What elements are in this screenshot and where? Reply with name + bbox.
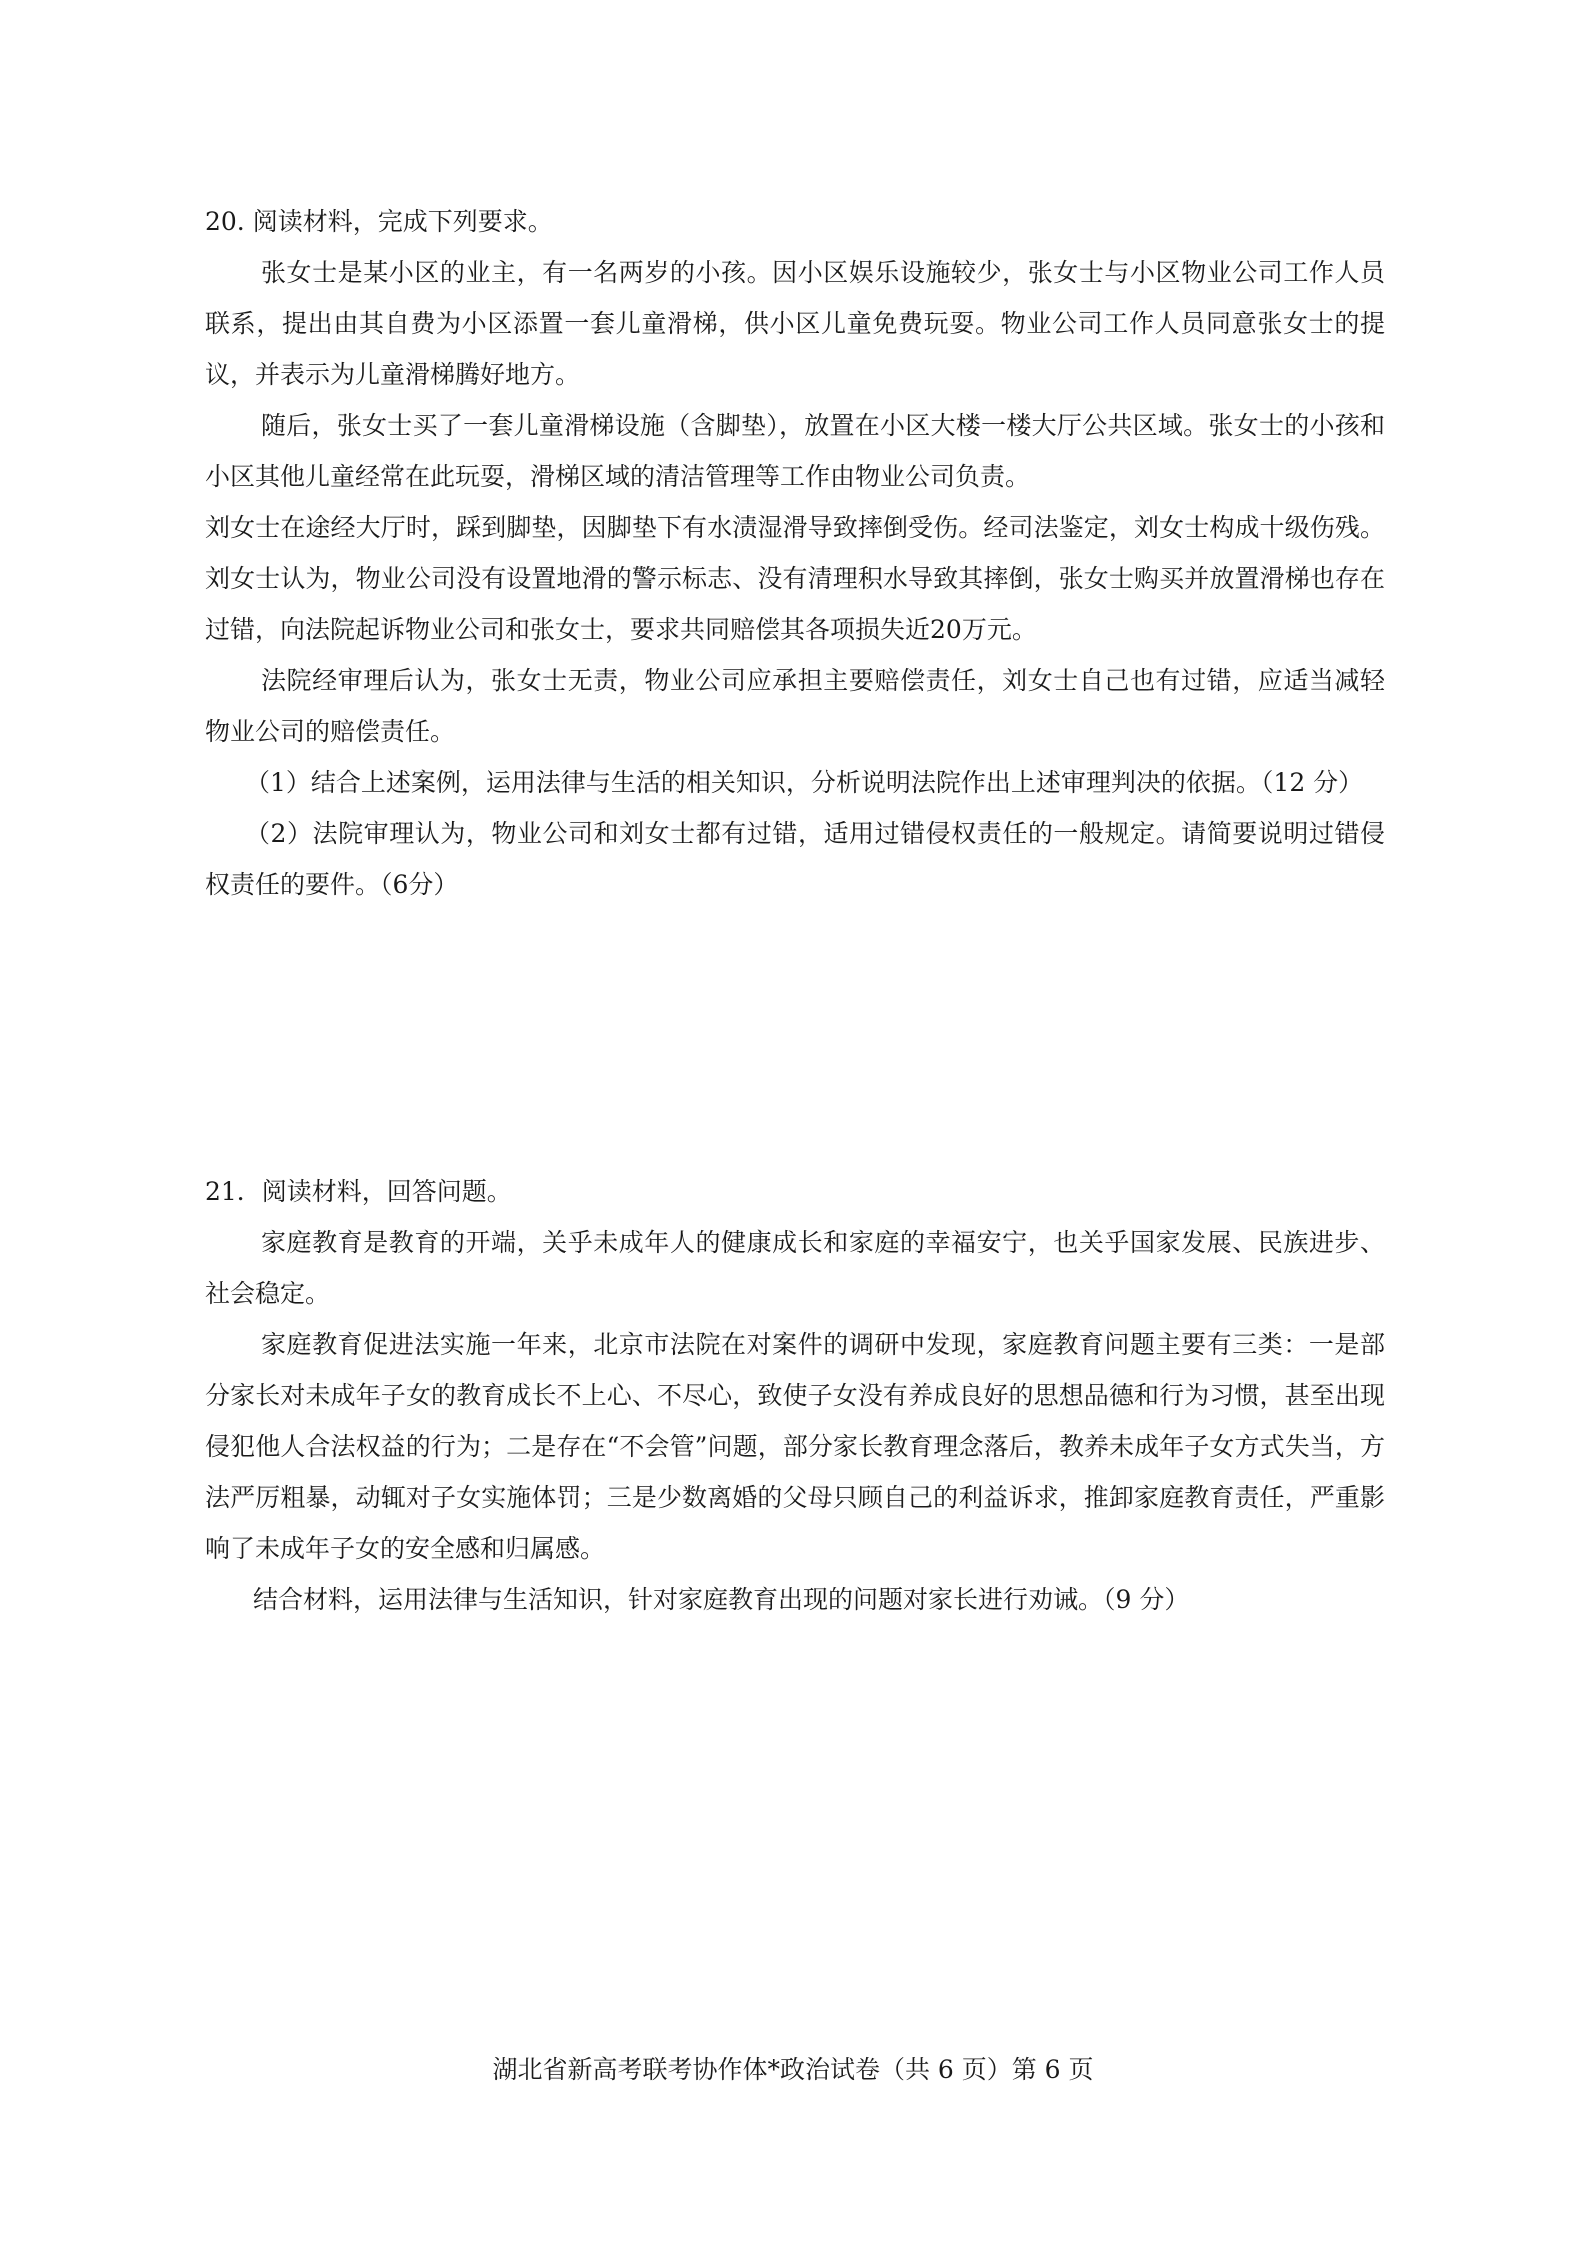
question-21-material-para-2: 家庭教育促进法实施一年来，北京市法院在对案件的调研中发现，家庭教育问题主要有三类：一是部分家长对未成年子女的教育成长不上心、不尽心，致使子女没有养成良好的思想品德和行为习惯，甚至出现侵犯他人合法权益的行为；二是存在“不会管”问题，部分家长教育理念落后，教养未成年子女方式失当，方法严厉粗暴，动辄对子女实施体罚；三是少数离婚的父母只顾自己的利益诉求，推卸家庭教育责任，严重影响了未成年子女的安全感和归属感。	[205, 1330, 1385, 1563]
question-20-material-para-1: 张女士是某小区的业主，有一名两岁的小孩。因小区娱乐设施较少，张女士与小区物业公司工作人员联系，提出由其自费为小区添置一套儿童滑梯，供小区儿童免费玩耍。物业公司工作人员同意张女士的提议，并表示为儿童滑梯腾好地方。	[205, 258, 1385, 389]
question-20-title: 20. 阅读材料，完成下列要求。	[205, 207, 553, 236]
question-20-material-para-3: 刘女士在途经大厅时，踩到脚垫，因脚垫下有水渍湿滑导致摔倒受伤。经司法鉴定，刘女士构成十级伤残。刘女士认为，物业公司没有设置地滑的警示标志、没有清理积水导致其摔倒，张女士购买并放置滑梯也存在过错，向法院起诉物业公司和张女士，要求共同赔偿其各项损失近20万元。	[205, 513, 1385, 644]
question-20	[205, 196, 1385, 910]
page-footer: 湖北省新高考联考协作体*政治试卷（共 6 页）第 6 页	[492, 2055, 1094, 2084]
question-20-material-para-2: 随后，张女士买了一套儿童滑梯设施（含脚垫），放置在小区大楼一楼大厅公共区域。张女士的小孩和小区其他儿童经常在此玩耍，滑梯区域的清洁管理等工作由物业公司负责。	[205, 411, 1385, 491]
question-21-title: 21．阅读材料，回答问题。	[205, 1177, 512, 1206]
question-21-task: 结合材料，运用法律与生活知识，针对家庭教育出现的问题对家长进行劝诫。（9 分）	[253, 1585, 1190, 1614]
question-20-subquestion-1: （1）结合上述案例，运用法律与生活的相关知识，分析说明法院作出上述审理判决的依据。（12 分）	[245, 768, 1364, 797]
question-21	[205, 1166, 1385, 1625]
question-21-material-para-1: 家庭教育是教育的开端，关乎未成年人的健康成长和家庭的幸福安宁，也关乎国家发展、民族进步、社会稳定。	[205, 1228, 1385, 1308]
question-20-material-para-4: 法院经审理后认为，张女士无责，物业公司应承担主要赔偿责任，刘女士自己也有过错，应适当减轻物业公司的赔偿责任。	[205, 666, 1385, 746]
question-20-subquestion-2: （2）法院审理认为，物业公司和刘女士都有过错，适用过错侵权责任的一般规定。请简要说明过错侵权责任的要件。（6分）	[205, 819, 1385, 899]
